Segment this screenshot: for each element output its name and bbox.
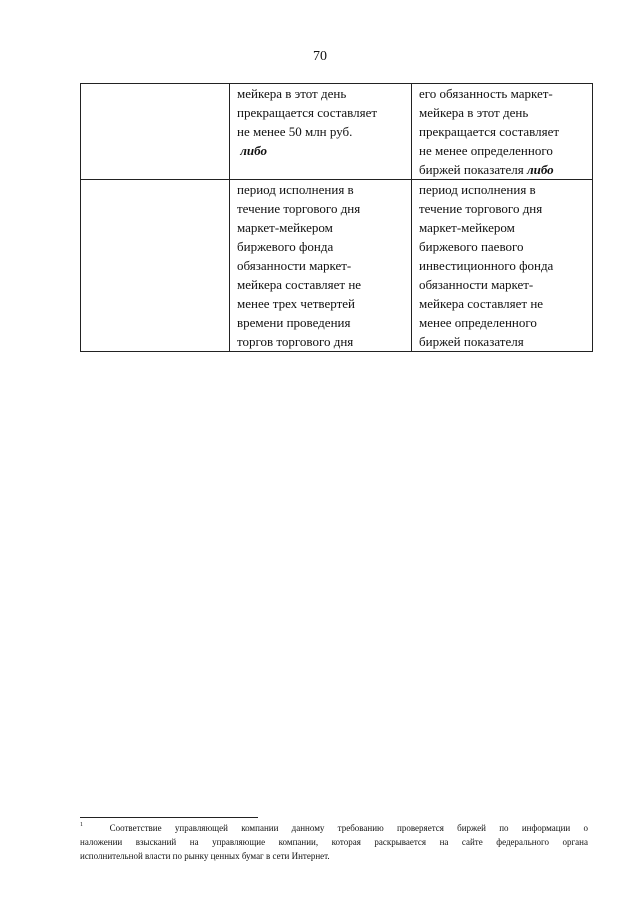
table-cell	[230, 180, 412, 352]
cell-text-line: мейкера в этот день	[419, 105, 529, 120]
emphasis-text: либо	[526, 162, 554, 177]
cell-text-line: биржей показателя	[419, 334, 524, 349]
cell-text-line: обязанности маркет-	[237, 258, 352, 273]
table-row	[81, 84, 593, 180]
footnote-marker: 1	[80, 822, 83, 828]
table-cell	[412, 180, 593, 352]
cell-text-line: менее трех четвертей	[237, 296, 355, 311]
cell-text-line: течение торгового дня	[237, 201, 361, 216]
cell-text-line: мейкера составляет не	[237, 277, 362, 292]
cell-text-line: менее определенного	[419, 315, 537, 330]
cell-text-line: торгов торгового дня	[237, 334, 354, 349]
cell-text-line: биржевого паевого	[419, 239, 524, 254]
footnote-line: исполнительной власти по рынку ценных бумаг в сети Интернет.	[80, 851, 330, 861]
footnote-line: наложении взысканий на управляющие компании, которая раскрывается на сайте федерального органа	[80, 837, 588, 847]
cell-text: биржей показателя	[419, 162, 524, 177]
footnote-line	[80, 821, 588, 835]
cell-text-line: маркет-мейкером	[237, 220, 333, 235]
cell-text-line: течение торгового дня	[419, 201, 543, 216]
table-cell	[412, 84, 593, 180]
cell-text-line	[419, 160, 588, 179]
table-cell	[230, 84, 412, 180]
footnote-text: Соответствие управляющей компании данному требованию проверяется биржей по информации о	[109, 823, 588, 833]
emphasis-text: либо	[240, 143, 267, 158]
cell-text-line: его обязанность маркет-	[419, 86, 553, 101]
cell-text-line: прекращается составляет	[237, 105, 378, 120]
cell-text-line: маркет-мейкером	[419, 220, 515, 235]
requirements-table	[80, 83, 593, 352]
page-number: 70	[313, 49, 327, 64]
table-row	[81, 180, 593, 352]
footnote-divider	[80, 817, 258, 818]
cell-text-line: период исполнения в	[237, 182, 354, 197]
cell-text-line: прекращается составляет	[419, 124, 560, 139]
cell-text-line: обязанности маркет-	[419, 277, 534, 292]
cell-text-line: не менее определенного	[419, 143, 553, 158]
footnote	[80, 821, 588, 863]
cell-text-line: времени проведения	[237, 315, 351, 330]
table-cell-empty	[81, 84, 230, 180]
cell-text-line: мейкера составляет не	[419, 296, 544, 311]
cell-text-line: инвестиционного фонда	[419, 258, 554, 273]
cell-text-line: мейкера в этот день	[237, 86, 347, 101]
cell-text-line	[237, 141, 407, 160]
cell-text-line: период исполнения в	[419, 182, 536, 197]
table-cell-empty	[81, 180, 230, 352]
cell-text-line: биржевого фонда	[237, 239, 334, 254]
cell-text-line: не менее 50 млн руб.	[237, 124, 353, 139]
